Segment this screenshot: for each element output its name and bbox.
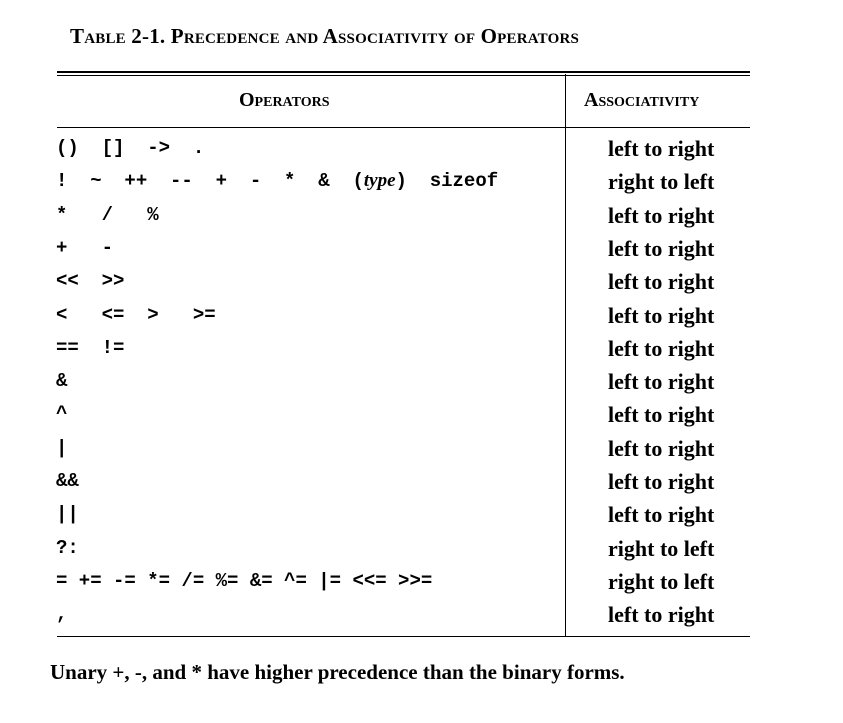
table-row: [0, 300, 843, 333]
operators-text-tail: ) sizeof: [395, 170, 499, 193]
operators-cell: [56, 304, 216, 326]
header-rule: [57, 127, 750, 128]
table-row: [0, 200, 843, 233]
operators-text: ^: [56, 403, 68, 426]
table-row: [0, 599, 843, 632]
associativity-cell: left to right: [608, 469, 715, 494]
table-row: [0, 499, 843, 532]
operators-cell: [56, 537, 79, 559]
table-row: [0, 233, 843, 266]
associativity-cell: left to right: [608, 202, 715, 228]
table-row: [0, 399, 843, 432]
associativity-cell: left to right: [608, 269, 715, 295]
operators-cell: [56, 337, 124, 359]
table-row: [0, 133, 843, 166]
operators-text: &&: [56, 470, 79, 492]
table-row: [0, 566, 843, 599]
associativity-cell: left to right: [608, 335, 715, 361]
operators-cell: [56, 503, 79, 525]
operators-cell: [56, 204, 159, 226]
table-row: [0, 533, 843, 566]
operators-cell: [56, 170, 498, 192]
associativity-cell: left to right: [608, 502, 715, 528]
table-row: [0, 466, 843, 499]
operators-text: ,: [56, 603, 68, 626]
operators-text: ! ~ ++ -- + - * & (: [56, 170, 364, 193]
operators-column-header: Operators: [239, 89, 330, 111]
associativity-cell: left to right: [608, 235, 715, 261]
associativity-cell: left to right: [608, 435, 715, 461]
associativity-cell: left to right: [608, 602, 715, 628]
operators-cell: [56, 570, 432, 592]
operators-cell: [56, 270, 124, 292]
operators-text: = += -= *= /= %= &= ^= |= <<= >>=: [56, 569, 433, 592]
associativity-cell: left to right: [608, 302, 715, 328]
table-row: [0, 333, 843, 366]
operators-text: == !=: [56, 336, 125, 359]
operators-cell: [56, 370, 67, 392]
table-title: Table 2-1. Precedence and Associativity of Operators: [70, 24, 580, 48]
table-footnote: Unary +, -, and * have higher precedence than the binary forms.: [50, 660, 625, 684]
associativity-column-header: Associativity: [584, 89, 700, 111]
table-bottom-rule: [57, 636, 750, 637]
operators-text: < <= > >=: [56, 303, 216, 326]
operators-cell: [56, 237, 113, 259]
associativity-cell: right to left: [608, 568, 715, 594]
operators-text: * / %: [56, 203, 159, 226]
operators-cell: [56, 437, 67, 459]
operators-cell: [56, 470, 79, 492]
table-row: [0, 266, 843, 299]
type-placeholder: type: [363, 170, 396, 192]
operators-cell: [56, 137, 204, 159]
table-row: [0, 433, 843, 466]
associativity-cell: right to left: [608, 535, 715, 561]
table-row: [0, 166, 843, 199]
table-top-rule: [57, 71, 750, 76]
associativity-cell: left to right: [608, 136, 715, 161]
operators-cell: [56, 603, 67, 625]
operators-text: &: [56, 370, 68, 393]
associativity-cell: left to right: [608, 369, 715, 395]
operators-text: |: [56, 436, 68, 459]
operators-text: ||: [56, 503, 79, 526]
operators-text: << >>: [56, 270, 125, 293]
table-row: [0, 366, 843, 399]
operators-cell: [56, 403, 67, 425]
associativity-cell: right to left: [608, 169, 715, 195]
associativity-cell: left to right: [608, 402, 715, 428]
operators-text: + -: [56, 236, 114, 259]
operators-text: () [] -> .: [56, 137, 205, 159]
operators-text: ?:: [56, 536, 79, 559]
